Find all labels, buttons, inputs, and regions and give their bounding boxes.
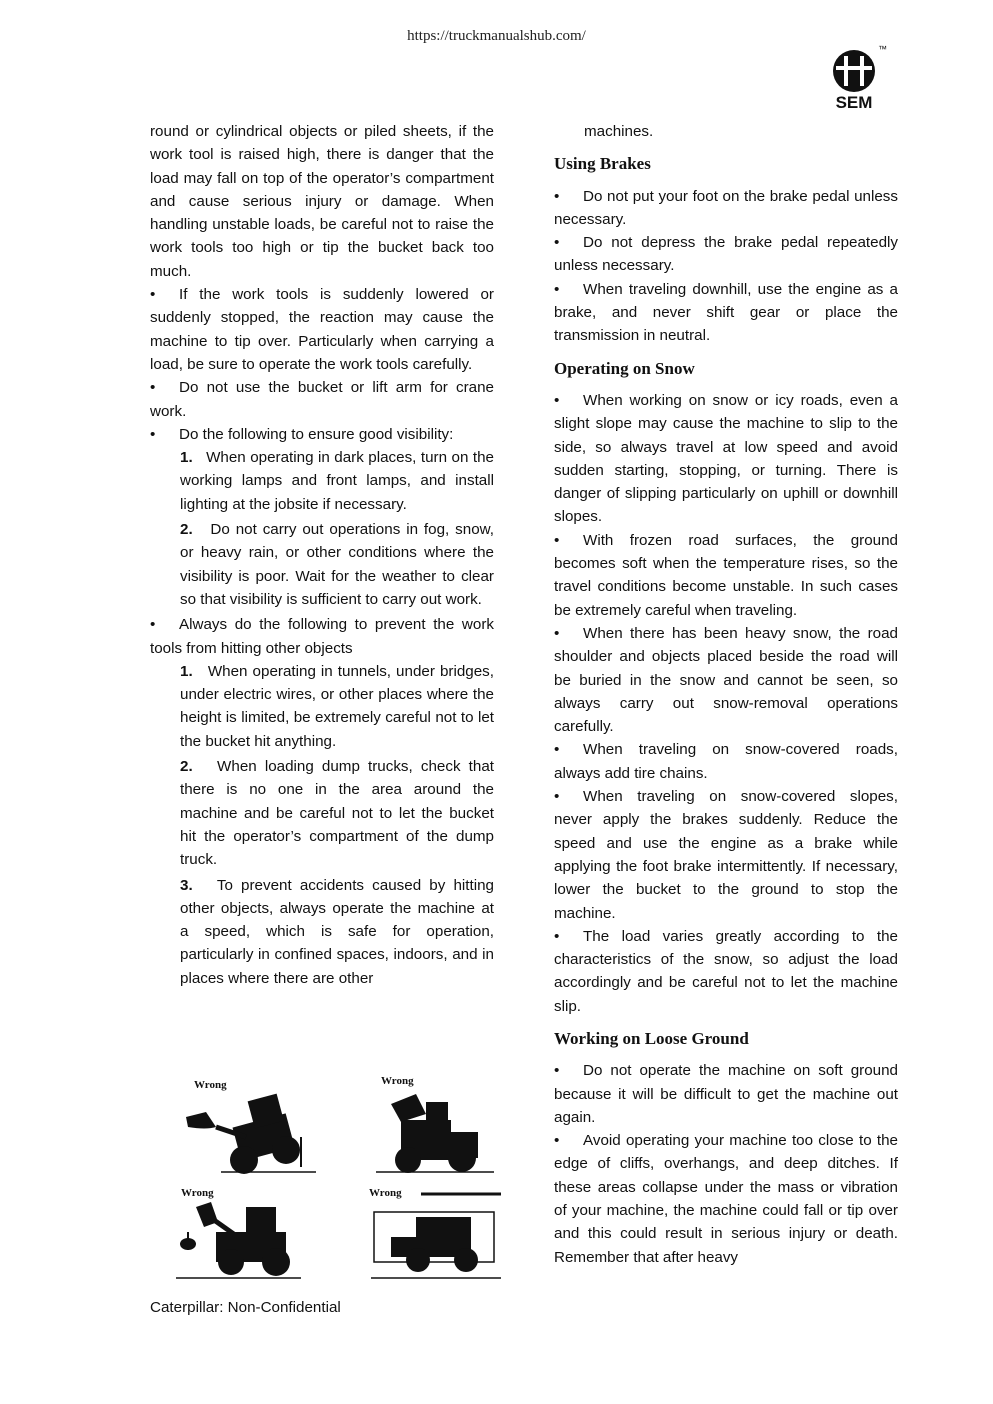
sem-logo	[826, 44, 894, 112]
bullet-icon: •	[554, 187, 560, 205]
list-item: • Do not use the bucket or lift arm for crane work.	[150, 376, 494, 423]
svg-text:Wrong: Wrong	[381, 1075, 414, 1087]
bullet-icon: •	[150, 425, 156, 443]
illustration-loader-tipping	[186, 1079, 316, 1174]
bullet-icon: •	[554, 234, 560, 252]
numbered-item: 1. When operating in tunnels, under bridges, under electric wires, or other places where the height is limited, be extremely careful not to let the bucket hit anything.	[180, 662, 494, 750]
bullet-icon: •	[554, 531, 560, 549]
right-column	[554, 120, 898, 1269]
bullet-icon: •	[554, 1132, 560, 1150]
list-item: • When working on snow or icy roads, even a slight slope may cause the machine to slip to the side, so always travel at low speed and avoid sudden starting, stopping, or turning. There is danger of slipping particularly on uphill or downhill slopes.	[554, 389, 898, 529]
bullet-icon: •	[554, 624, 560, 642]
paragraph-continuation: machines.	[584, 123, 654, 140]
list-item: • The load varies greatly according to the characteristics of the snow, so adjust the load accordingly and be careful not to let the machine slip.	[554, 925, 898, 1018]
list-item: • Do not operate the machine on soft ground because it will be difficult to get the machine out again.	[554, 1059, 898, 1129]
bullet-icon: •	[554, 788, 560, 806]
bullet-icon: •	[554, 741, 560, 759]
list-item: • Always do the following to prevent the work tools from hitting other objects	[150, 613, 494, 660]
wrong-illustrations	[176, 1072, 508, 1284]
svg-text:Wrong: Wrong	[181, 1187, 214, 1199]
list-item: • Avoid operating your machine too close to the edge of cliffs, overhangs, and deep ditches. If these areas collapse under the mass or vibration of your machine, the machine could fall or tip over and this could result in serious injury or death. Remember that after heavy	[554, 1129, 898, 1269]
heading-operating-on-snow: Operating on Snow	[554, 358, 695, 378]
list-item: • Do the following to ensure good visibility:	[150, 423, 494, 446]
svg-text:™: ™	[878, 44, 887, 54]
svg-text:Wrong: Wrong	[369, 1187, 402, 1199]
source-url[interactable]: https://truckmanualshub.com/	[407, 28, 586, 44]
bullet-icon: •	[150, 379, 156, 397]
list-item: • When traveling downhill, use the engine as a brake, and never shift gear or place the transmission in neutral.	[554, 278, 898, 348]
bullet-icon: •	[554, 927, 560, 945]
list-item: • Do not put your foot on the brake pedal unless necessary.	[554, 185, 898, 232]
list-item: • When traveling on snow-covered slopes, never apply the brakes suddenly. Reduce the speed and use the engine as a brake while applying the foot brake intermittently. If necessary, lower the bucket to the ground to stop the machine.	[554, 785, 898, 925]
list-item: • With frozen road surfaces, the ground becomes soft when the temperature rises, so the travel conditions become unstable. In such cases be extremely careful when traveling.	[554, 529, 898, 622]
list-item: • When there has been heavy snow, the road shoulder and objects placed beside the road will be buried in the snow and cannot be seen, so always carry out snow-removal operations carefully.	[554, 622, 898, 738]
bullet-icon: •	[554, 391, 560, 409]
numbered-item: 1. When operating in dark places, turn on the working lamps and front lamps, and install lighting at the jobsite if necessary.	[180, 449, 494, 513]
illustration-crane-work	[176, 1187, 301, 1278]
list-item: • Do not depress the brake pedal repeatedly unless necessary.	[554, 231, 898, 278]
numbered-item: 2. Do not carry out operations in fog, snow, or heavy rain, or other conditions where the visibility is poor. Wait for the weather to clear so that visibility is sufficient to carry out work.	[180, 521, 494, 608]
bullet-icon: •	[150, 616, 156, 634]
list-item: • When traveling on snow-covered roads, always add tire chains.	[554, 738, 898, 785]
list-item: • If the work tools is suddenly lowered or suddenly stopped, the reaction may cause the machine to tip over. Particularly when carrying a load, be sure to operate the work tools carefully.	[150, 283, 494, 376]
illustration-low-ceiling	[369, 1187, 501, 1278]
svg-text:Wrong: Wrong	[194, 1079, 227, 1091]
bullet-icon: •	[554, 1062, 560, 1080]
heading-working-on-loose-ground: Working on Loose Ground	[554, 1028, 749, 1048]
numbered-item: 2. When loading dump trucks, check that there is no one in the area around the machine and be careful not to let the bucket hit the operator’s compartment of the dump truck.	[180, 758, 494, 869]
left-column	[150, 120, 494, 992]
heading-using-brakes: Using Brakes	[554, 154, 651, 174]
bullet-icon: •	[150, 286, 156, 304]
numbered-item: 3. To prevent accidents caused by hitting other objects, always operate the machine at a speed, which is safe for operation, particularly in confined spaces, indoors, and in places where there are other	[180, 876, 495, 987]
illustration-load-falling	[376, 1075, 494, 1173]
paragraph-intro: round or cylindrical objects or piled sheets, if the work tool is raised high, there is danger that the load may fall on top of the operator’s compartment and cause serious injury or damage. When handling unstable loads, be careful not to raise the work tools too high or tip the bucket back too much.	[150, 123, 494, 280]
svg-text:SEM: SEM	[835, 93, 873, 112]
bullet-icon: •	[554, 280, 560, 298]
footer-classification: Caterpillar: Non-Confidential	[150, 1299, 341, 1316]
